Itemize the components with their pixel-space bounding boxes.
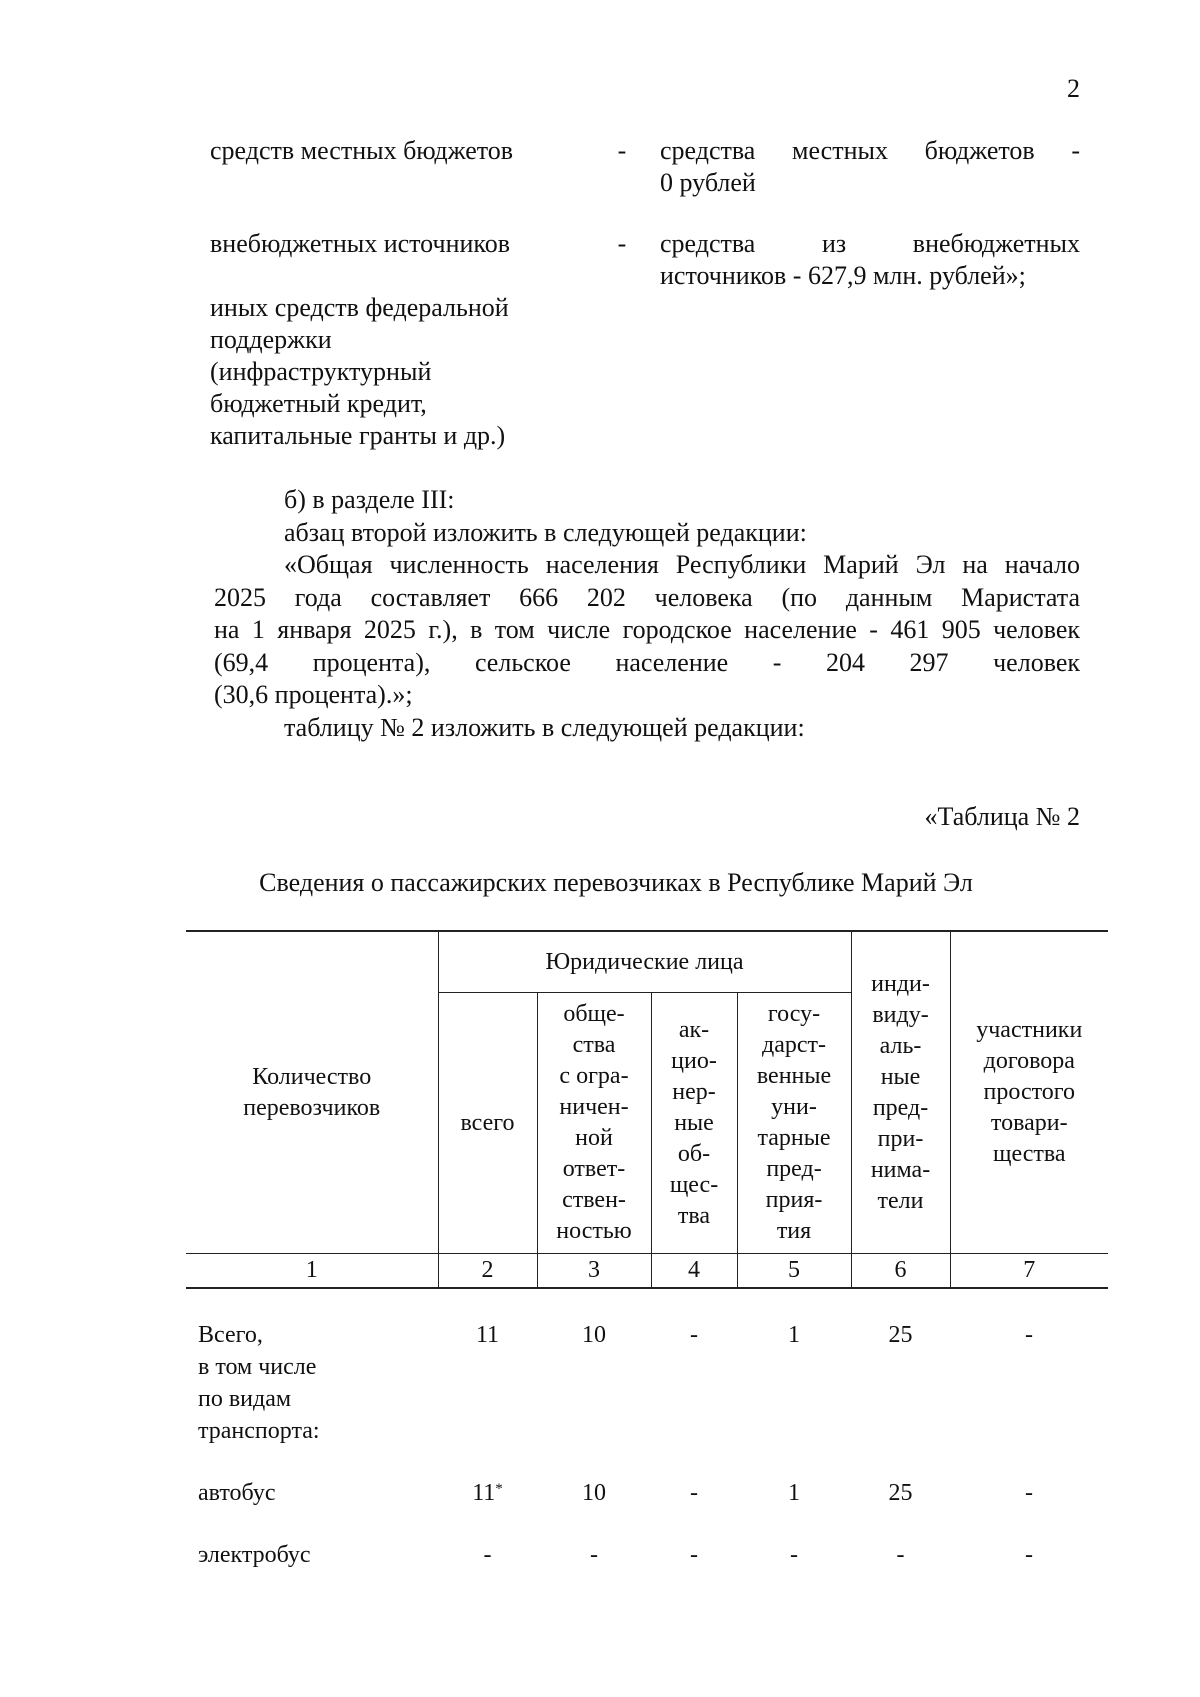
table-label: «Таблица № 2 [924,802,1080,831]
funding-other-line: поддержки [210,325,332,354]
col-number: 7 [950,1254,1108,1289]
cell-sue: - [790,1542,798,1568]
header-total: всего [438,993,537,1254]
body-line: таблицу № 2 изложить в следующей редакции: [284,712,805,742]
funding-local-label: средств местных бюджетов [210,136,514,165]
funding-extrabudget-value-line2: источников - 627,9 млн. рублей»; [660,261,1026,290]
cell-llc: 10 [582,1480,606,1506]
footnote-mark: * [495,1481,503,1497]
table-row [186,1319,1108,1447]
funding-extrabudget-dash: - [617,229,627,258]
col-number: 5 [737,1254,851,1289]
table-title: Сведения о пассажирских перевозчиках в Республике Марий Эл [259,868,973,897]
cell-partnership: - [1025,1480,1034,1506]
funding-extrabudget-label: внебюджетных источников [210,229,510,258]
page-number: 2 [1067,74,1080,103]
header-individual-entrepreneurs: инди- виду- аль- ные пред- при- нима- тели [851,931,950,1254]
funding-extrabudget-value [660,228,1080,292]
body-line: на 1 января 2025 г.), в том числе городское население - 461 905 человек [214,615,1080,644]
body-line: 2025 года составляет 666 202 человека (по данным Маристата [214,582,1080,612]
body-line: абзац второй изложить в следующей редакции: [284,517,807,547]
cell-ie: 25 [888,1480,913,1506]
row-label: электробус [198,1542,311,1568]
col-number: 2 [438,1254,537,1289]
body-line: б) в разделе III: [284,485,455,514]
spacer [186,1447,1108,1477]
funding-other-line: капитальные гранты и др.) [210,421,506,450]
section-text [214,484,1080,744]
funding-local-dash: - [617,136,627,165]
cell-llc: 10 [582,1322,606,1348]
body-line: (69,4 процента), сельское население - 204 297 человек [214,647,1080,677]
body-line: «Общая численность населения Республики Марий Эл на начало [284,550,1080,579]
header-sue: госу- дарст- венные уни- тарные пред- прия- тия [737,993,851,1254]
funding-other-line: (инфраструктурный [210,357,432,386]
col-number: 1 [186,1254,438,1289]
cell-ie: - [896,1542,905,1568]
header-legal-entities: Юридические лица [438,931,851,993]
col-number: 6 [851,1254,950,1289]
header-partnership: участники договора простого товари- щества [950,931,1108,1254]
col-number: 4 [651,1254,737,1289]
header-llc: обще- ства с огра- ничен- ной ответ- ствен- ностью [537,993,651,1254]
funding-extrabudget-value-line1: средства из внебюджетных [660,229,1080,258]
table-row [186,1539,1108,1571]
cell-sue: 1 [788,1322,800,1348]
header-carriers-count: Количество перевозчиков [186,931,438,1254]
funding-other-line: бюджетный кредит, [210,389,427,418]
body-line: (30,6 процента).»; [214,680,413,709]
funding-other-federal-label [210,292,570,452]
cell-ie: 25 [888,1322,913,1348]
cell-total: 11* [472,1480,503,1506]
table-row [186,1477,1108,1509]
row-label: Всего, в том числе по видам транспорта: [198,1322,320,1444]
cell-jsc: - [690,1542,698,1568]
funding-local-value-line2: 0 рублей [660,168,756,197]
row-label: автобус [198,1480,276,1506]
cell-total: - [483,1542,492,1568]
cell-jsc: - [690,1480,698,1506]
spacer [186,1288,1108,1319]
cell-total: 11 [475,1322,500,1348]
cell-sue: 1 [788,1480,800,1506]
funding-other-line: иных средств федеральной [210,293,509,322]
funding-local-value-line1: средства местных бюджетов - [660,136,1080,165]
funding-local-value [660,135,1080,199]
carriers-table [186,930,1108,1571]
col-number: 3 [537,1254,651,1289]
header-jsc: ак- цио- нер- ные об- щес- тва [651,993,737,1254]
spacer [186,1509,1108,1539]
cell-llc: - [590,1542,598,1568]
cell-jsc: - [690,1322,698,1348]
cell-partnership: - [1025,1322,1034,1348]
cell-partnership: - [1025,1542,1034,1568]
